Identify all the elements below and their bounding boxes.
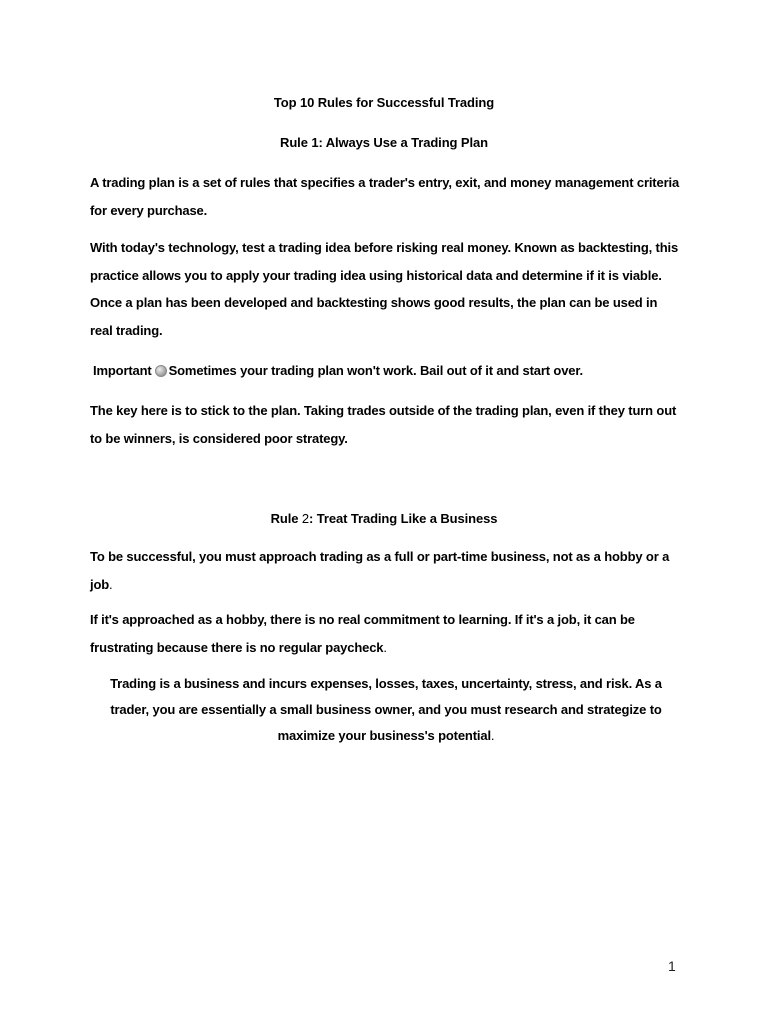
rule2-paragraph-2 [90,606,680,661]
radio-circle-icon [155,365,167,377]
rule2-paragraph-1 [90,543,680,598]
page-number: 1 [668,958,676,974]
rule2-paragraph-1-text: To be successful, you must approach trading as a full or part-time business, not as a hobby or a job [90,549,670,592]
rule2-paragraph-3 [96,671,676,749]
rule2-paragraph-1-period: . [109,576,113,592]
rule2-heading-prefix: Rule [270,511,302,526]
important-text: Sometimes your trading plan won't work. Bail out of it and start over. [168,363,584,378]
rule2-paragraph-3-period: . [490,728,495,743]
rule2-paragraph-3-text: Trading is a business and incurs expenses, losses, taxes, uncertainty, stress, and risk. As a trader, you are essentially a small business owner, and you must research and strategize to maximize your business's potential [110,676,662,743]
rule1-paragraph-2: With today's technology, test a trading idea before risking real money. Known as backtesting, this practice allows you to apply your trading idea using historical data and determine if it is viable. Once a plan has been developed and backtesting shows good results, the plan can be used in real trading. [90,240,679,338]
rule2-heading-number: 2 [301,511,310,526]
rule2-paragraph-2-period: . [383,639,387,655]
document-title: Top 10 Rules for Successful Trading [273,95,495,110]
rule2-heading-suffix: : Treat Trading Like a Business [309,511,498,526]
rule1-heading: Rule 1: Always Use a Trading Plan [280,135,488,150]
rule1-paragraph-3: The key here is to stick to the plan. Taking trades outside of the trading plan, even if they turn out to be winners, is considered poor strategy. [90,403,677,446]
rule2-paragraph-2-text: If it's approached as a hobby, there is no real commitment to learning. If it's a job, it can be frustrating because there is no regular paycheck [90,612,635,655]
rule2-heading [0,511,768,526]
important-note [93,357,683,385]
rule1-paragraph-1: A trading plan is a set of rules that specifies a trader's entry, exit, and money management criteria for every purchase. [90,175,680,218]
important-label: Important [93,363,152,378]
